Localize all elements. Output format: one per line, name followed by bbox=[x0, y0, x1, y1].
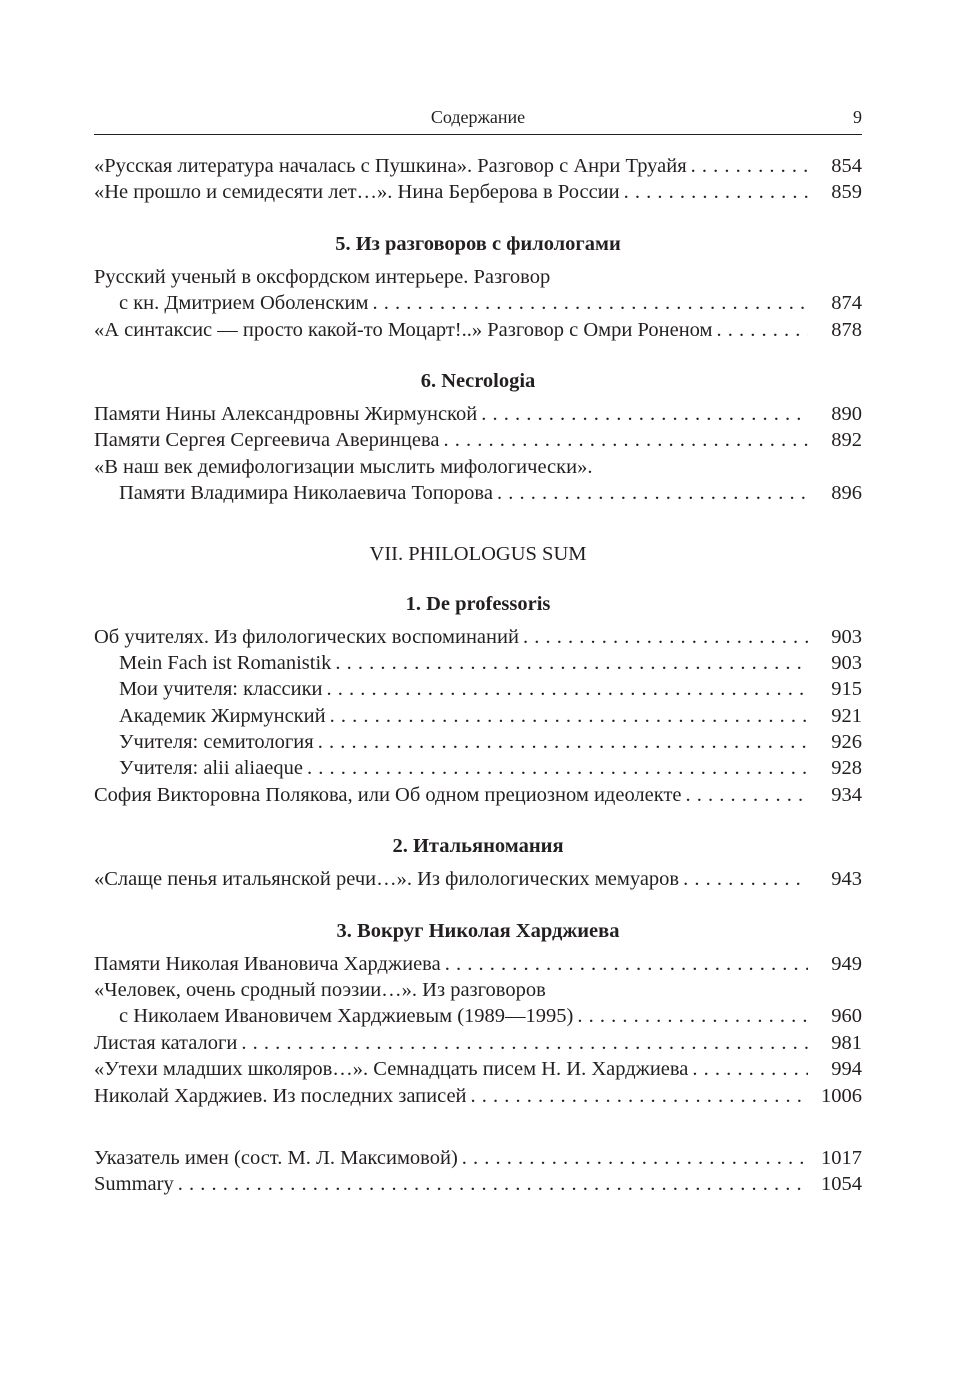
toc-entry-page: 928 bbox=[831, 757, 862, 780]
toc-entry-page: 1054 bbox=[821, 1173, 862, 1196]
toc-entry-title: Памяти Сергея Сергеевича Аверинцева bbox=[94, 429, 440, 452]
dot-leader bbox=[624, 179, 808, 205]
toc-entry-page: 890 bbox=[831, 402, 862, 425]
toc-entry-title: «Слаще пенья итальянской речи…». Из филологических мемуаров bbox=[94, 868, 680, 891]
toc-entry[interactable] bbox=[94, 1030, 862, 1056]
toc-entry-title: Памяти Николая Ивановича Харджиева bbox=[94, 952, 441, 975]
toc-entry-title: «В наш век демифологизации мыслить мифологически». bbox=[94, 455, 593, 478]
section-heading: 6. Necrologia bbox=[420, 369, 536, 392]
toc-entry[interactable] bbox=[94, 401, 862, 427]
toc-entry-title: Учителя: alii aliaeque bbox=[119, 757, 303, 780]
toc-entry-page: 960 bbox=[831, 1005, 862, 1028]
dot-leader bbox=[471, 1083, 808, 1109]
running-title: Содержание bbox=[430, 107, 526, 127]
toc-entry[interactable] bbox=[94, 782, 862, 808]
toc-entry-title: Николай Харджиев. Из последних записей bbox=[94, 1084, 467, 1107]
section-heading: 5. Из разговоров с филологами bbox=[335, 232, 621, 255]
toc-entry-page: 892 bbox=[831, 429, 862, 452]
dot-leader bbox=[523, 624, 808, 650]
dot-leader bbox=[497, 480, 808, 506]
toc-entry-title: Мои учителя: классики bbox=[119, 678, 323, 701]
toc-entry-title: Листая каталоги bbox=[94, 1031, 238, 1054]
toc-entry-line[interactable] bbox=[94, 977, 862, 1003]
toc-entry-title: «Русская литература началась с Пушкина». Разговор с Анри Труайя bbox=[94, 155, 687, 177]
section-heading: 1. De professoris bbox=[405, 592, 551, 615]
toc-entry-page: 903 bbox=[831, 651, 862, 674]
toc-entry[interactable] bbox=[94, 317, 862, 343]
spacer bbox=[94, 1109, 862, 1145]
dot-leader bbox=[691, 153, 808, 179]
toc-body bbox=[94, 153, 862, 1198]
dot-leader bbox=[692, 1056, 808, 1082]
toc-entry-page: 859 bbox=[831, 181, 862, 204]
toc-entry-page: 921 bbox=[831, 704, 862, 727]
toc-entry[interactable] bbox=[94, 951, 862, 977]
toc-entry-page: 896 bbox=[831, 482, 862, 505]
toc-entry-page: 874 bbox=[831, 292, 862, 315]
toc-entry-page: 903 bbox=[831, 625, 862, 648]
toc-entry-page: 1017 bbox=[821, 1146, 862, 1169]
toc-entry-page: 943 bbox=[831, 868, 862, 891]
dot-leader bbox=[683, 866, 808, 892]
dot-leader bbox=[327, 676, 808, 702]
toc-entry-page: 878 bbox=[831, 318, 862, 341]
toc-entry-line[interactable] bbox=[94, 264, 862, 290]
toc-entry-title: Академик Жирмунский bbox=[119, 704, 326, 727]
toc-entry-title: Учителя: семитология bbox=[119, 731, 314, 754]
toc-entry-page: 915 bbox=[831, 678, 862, 701]
toc-entry-page: 854 bbox=[831, 155, 862, 177]
toc-entry[interactable] bbox=[94, 1056, 862, 1082]
dot-leader bbox=[372, 290, 808, 316]
dot-leader bbox=[178, 1171, 808, 1197]
dot-leader bbox=[445, 951, 808, 977]
toc-entry[interactable] bbox=[94, 624, 862, 650]
dot-leader bbox=[318, 729, 808, 755]
toc-entry[interactable] bbox=[94, 153, 862, 179]
toc-entry-page: 926 bbox=[831, 731, 862, 754]
toc-entry-page: 934 bbox=[831, 783, 862, 806]
running-head bbox=[94, 104, 862, 135]
toc-subentry[interactable] bbox=[94, 703, 862, 729]
toc-entry[interactable] bbox=[94, 1003, 862, 1029]
toc-entry-title: с кн. Дмитрием Оболенским bbox=[119, 292, 369, 315]
toc-entry-title: София Викторовна Полякова, или Об одном прециозном идеолекте bbox=[94, 783, 682, 806]
toc-subentry[interactable] bbox=[94, 729, 862, 755]
dot-leader bbox=[330, 703, 808, 729]
toc-entry-page: 981 bbox=[831, 1031, 862, 1054]
toc-entry[interactable] bbox=[94, 480, 862, 506]
toc-entry-title: с Николаем Ивановичем Харджиевым (1989—1995) bbox=[119, 1005, 574, 1028]
toc-entry-title: Об учителях. Из филологических воспоминаний bbox=[94, 625, 519, 648]
toc-entry-title: Русский ученый в оксфордском интерьере. Разговор bbox=[94, 265, 551, 288]
toc-entry-title: Памяти Владимира Николаевича Топорова bbox=[119, 482, 493, 505]
toc-entry-title: «Утехи младших школяров…». Семнадцать писем Н. И. Харджиева bbox=[94, 1058, 689, 1081]
toc-entry[interactable] bbox=[94, 1145, 862, 1171]
dot-leader bbox=[241, 1030, 808, 1056]
toc-entry[interactable] bbox=[94, 866, 862, 892]
section-heading: 3. Вокруг Николая Харджиева bbox=[336, 919, 620, 942]
dot-leader bbox=[307, 755, 808, 781]
toc-entry[interactable] bbox=[94, 1171, 862, 1197]
dot-leader bbox=[335, 650, 808, 676]
toc-entry-title: «А синтаксис — просто какой-то Моцарт!..» Разговор с Омри Роненом bbox=[94, 318, 713, 341]
dot-leader bbox=[686, 782, 808, 808]
toc-entry-title: Указатель имен (сост. М. Л. Максимовой) bbox=[94, 1146, 458, 1169]
toc-entry-page: 949 bbox=[831, 952, 862, 975]
dot-leader bbox=[717, 317, 808, 343]
toc-entry-title: Summary bbox=[94, 1173, 174, 1196]
toc-entry-title: «Не прошло и семидесяти лет…». Нина Берберова в России bbox=[94, 181, 620, 204]
toc-entry-title: Mein Fach ist Romanistik bbox=[119, 651, 332, 674]
toc-entry[interactable] bbox=[94, 290, 862, 316]
toc-entry-page: 994 bbox=[831, 1058, 862, 1081]
toc-entry-title: «Человек, очень сродный поэзии…». Из разговоров bbox=[94, 979, 546, 1002]
toc-entry[interactable] bbox=[94, 179, 862, 205]
dot-leader bbox=[443, 427, 808, 453]
toc-entry-page: 1006 bbox=[821, 1084, 862, 1107]
toc-entry[interactable] bbox=[94, 1083, 862, 1109]
toc-entry-line[interactable] bbox=[94, 454, 862, 480]
dot-leader bbox=[481, 401, 808, 427]
part-heading: VII. PHILOLOGUS SUM bbox=[369, 542, 587, 565]
toc-subentry[interactable] bbox=[94, 755, 862, 781]
toc-subentry[interactable] bbox=[94, 650, 862, 676]
toc-entry-title: Памяти Нины Александровны Жирмунской bbox=[94, 402, 478, 425]
dot-leader bbox=[462, 1145, 808, 1171]
page-number: 9 bbox=[853, 107, 862, 127]
toc-entry[interactable] bbox=[94, 427, 862, 453]
toc-subentry[interactable] bbox=[94, 676, 862, 702]
dot-leader bbox=[577, 1003, 808, 1029]
section-heading: 2. Итальяномания bbox=[392, 835, 564, 858]
